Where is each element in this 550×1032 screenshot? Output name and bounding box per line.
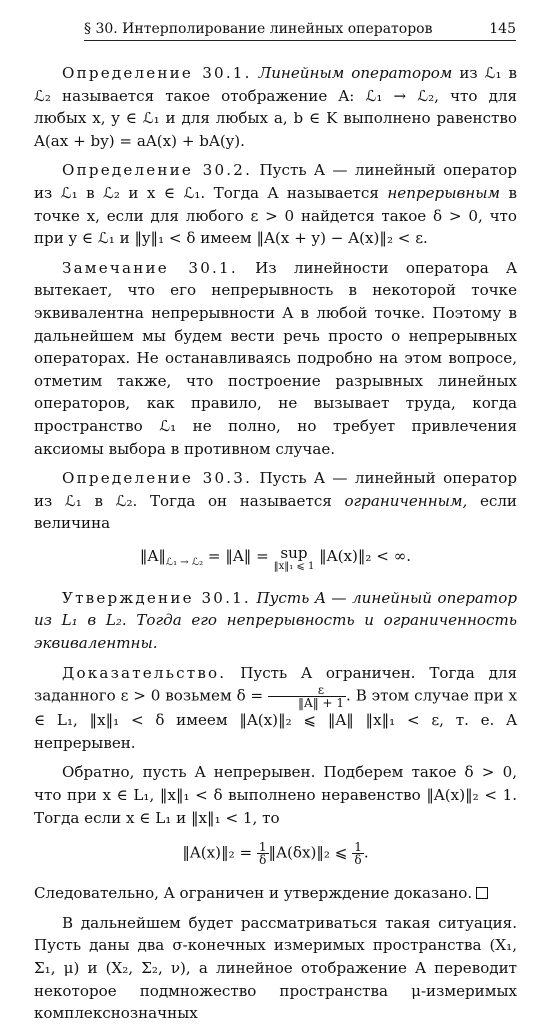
delta-fraction (268, 684, 346, 709)
claim-30-1 (34, 587, 517, 655)
formula-part: ‖A(x)‖₂ = (182, 843, 257, 862)
fraction-denominator: ‖A‖ + 1 (298, 696, 345, 711)
formula-part: ‖A(δx)‖₂ ⩽ (268, 843, 353, 862)
claim-label: Утверждение 30.1. (62, 588, 251, 607)
formula-part: = ‖A‖ = (203, 546, 274, 565)
formula-subscript: ℒ₁ → ℒ₂ (165, 556, 204, 568)
proof-label: Доказательство. (62, 663, 227, 682)
fraction (257, 841, 269, 866)
proof-text: Пусть A ограничен. Тогда для заданного ε > 0 возьмем δ = (34, 663, 517, 705)
page-number: 145 (489, 21, 516, 37)
definition-term: ограниченным, (344, 491, 468, 510)
definition-text: из ℒ₁ в ℒ₂ называется такое отображение A: ℒ₁ → ℒ₂, что для любых x, y ∈ ℒ₁ и для любых a, b ∈ K выполнено равенство A(ax + by) = aA(x) + bA(y). (34, 64, 517, 150)
proof-continued: Обратно, пусть A непрерывен. Подберем такое δ > 0, что при x ∈ L₁, ‖x‖₁ < δ выполнено неравенство ‖A(x)‖₂ < 1. Тогда если x ∈ L₁ и ‖x‖₁ < 1, то (34, 763, 517, 827)
formula-part: ‖A(x)‖₂ < ∞. (314, 546, 412, 565)
running-title: § 30. Интерполирование линейных операторов (84, 21, 433, 37)
definition-text: в точке x, если для любого ε > 0 найдется такое δ > 0, что при y ∈ ℒ₁ и ‖y‖₁ < δ имеем ‖A(x + y) − A(x)‖₂ < ε. (34, 183, 517, 248)
qed-square-icon (476, 887, 488, 899)
bound-formula (34, 841, 517, 866)
sup-label: sup (280, 543, 308, 562)
operator-norm-formula (34, 545, 517, 573)
definition-label: Определение 30.3. (62, 469, 253, 488)
definition-text: Пусть A — линейный оператор из ℒ₁ в ℒ₂ и x ∈ ℒ₁. Тогда A называется (34, 161, 517, 202)
fraction-numerator: 1 (258, 840, 267, 855)
proof-conclusion (34, 882, 517, 905)
proof-text: . В этом случае при x ∈ L₁, ‖x‖₁ < δ имеем ‖A(x)‖₂ ⩽ ‖A‖ ‖x‖₁ < ε, т. е. A непрерывен. (34, 686, 518, 752)
remark-text: Из линейности оператора A вытекает, что его непрерывность в некоторой точке эквивалентна непрерывности A в любой точке. Поэтому в дальнейшем мы будем вести речь просто о непрерывных операторах. Не останавливаясь подробно на этом вопросе, отметим также, что построение разрывных линейных операторов, как правило, не вызывает труда, когда пространство ℒ₁ не полно, но требует привлечения аксиомы выбора в противном случае. (34, 258, 517, 458)
definition-30-1 (34, 62, 517, 152)
fraction (352, 841, 364, 866)
definition-label: Определение 30.1. (62, 64, 252, 82)
formula-part: ‖A‖ (139, 546, 166, 565)
definition-label: Определение 30.2. (62, 161, 253, 180)
remark-label: Замечание 30.1. (62, 258, 238, 277)
fraction-numerator: 1 (354, 840, 362, 855)
remark-30-1 (34, 257, 517, 460)
conclusion-text: Следовательно, A ограничен и утверждение доказано. (34, 884, 473, 903)
following-paragraph: В дальнейшем будет рассматриваться такая ситуация. Пусть даны два σ-конечных измеримых пространства (X₁, Σ₁, μ) и (X₂, Σ₂, ν), а линейное отображение A переводит некоторое подмножество пространства μ-измеримых комплекснозначных (34, 913, 517, 1023)
sup-limit: ‖x‖₁ ⩽ 1 (273, 560, 315, 572)
page-body (34, 62, 517, 1032)
definition-text: Пусть A — линейный оператор из ℒ₁ в ℒ₂. Тогда он называется (34, 469, 517, 510)
fraction-denominator: δ (259, 853, 267, 868)
claim-text: Пусть A — линейный оператор из L₁ в L₂. Тогда его непрерывность и ограниченность эквивалентны. (34, 588, 517, 653)
definition-term: Линейным оператором (258, 64, 453, 82)
formula-part: . (363, 843, 369, 862)
definition-30-3 (34, 467, 517, 535)
proof (34, 662, 517, 755)
fraction-denominator: δ (354, 853, 362, 868)
sup-operator (274, 545, 315, 573)
definition-text: если величина (34, 491, 517, 533)
definition-30-2 (34, 159, 517, 249)
definition-term: непрерывным (387, 183, 501, 202)
fraction-numerator: ε (268, 684, 346, 697)
page-header (84, 14, 516, 41)
